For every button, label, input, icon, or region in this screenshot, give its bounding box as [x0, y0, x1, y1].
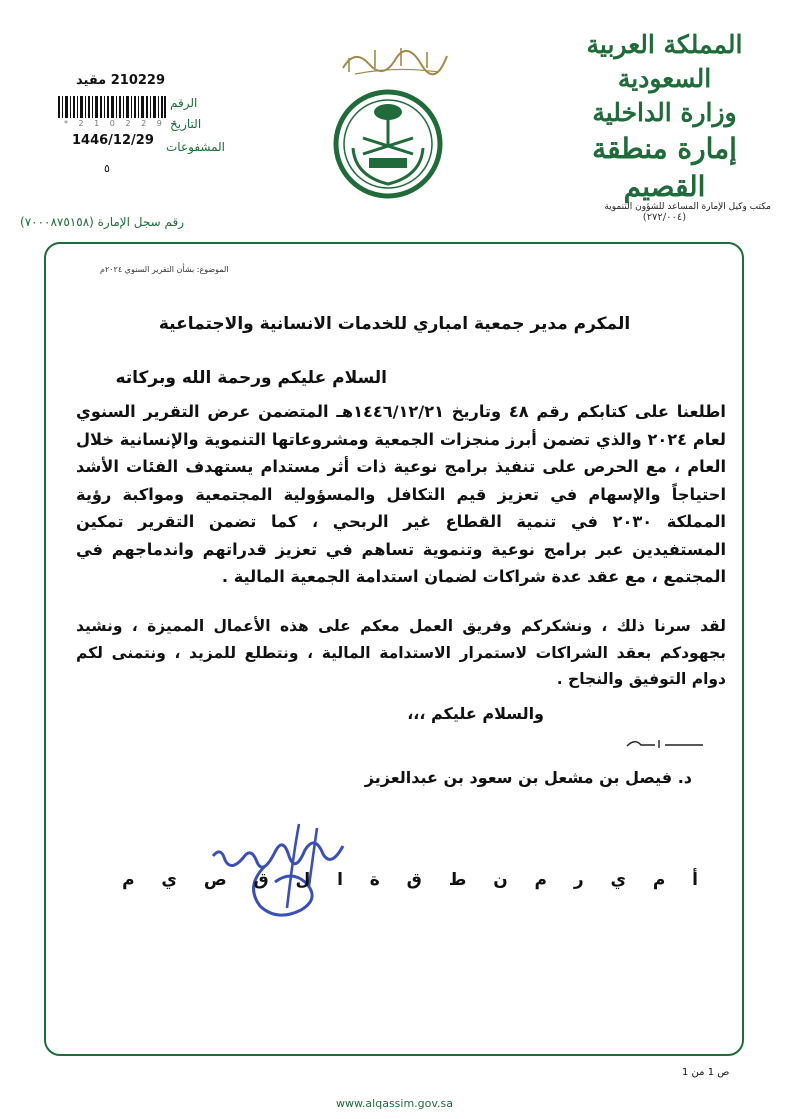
number-label: الرقم [170, 96, 198, 110]
handwritten-signature-icon [205, 816, 350, 922]
attachments-label: المشفوعات [166, 140, 226, 154]
signer-name: د. فيصل بن مشعل بن سعود بن عبدالعزيز [364, 768, 692, 787]
governor-title [122, 870, 698, 890]
attachments-value: ٥ [104, 162, 110, 175]
page-number: ص 1 من 1 [682, 1067, 730, 1078]
office-name: مكتب وكيل الإمارة المساعد للشؤون التنموية [604, 202, 771, 212]
basmala-calligraphy [335, 38, 455, 78]
governor-title-letter: ر [573, 870, 584, 890]
letter-greeting: السلام عليكم ورحمة الله وبركاته [115, 368, 387, 388]
date-value: 1446/12/29 [72, 133, 154, 148]
initials-mark-icon [625, 736, 705, 750]
governor-title-letter: م [534, 870, 547, 890]
website-link[interactable]: www.alqassim.gov.sa [335, 1097, 454, 1110]
governor-title-letter: م [122, 870, 135, 890]
kingdom-name: المملكة العربية السعودية [586, 30, 743, 93]
header-code: (٢٧٢/٠٠٤) [642, 212, 687, 223]
governor-title-letter: ص [203, 870, 227, 890]
ministry-emblem-icon [333, 88, 443, 200]
governor-title-letter: م [652, 870, 666, 890]
governor-title-letter: ي [161, 870, 177, 890]
letter-closing: والسلام عليكم ،،، [407, 704, 544, 723]
governor-title-letter: ط [448, 870, 467, 890]
governor-title-letter: ا [337, 870, 343, 890]
governor-title-letter: ل [295, 870, 311, 890]
barcode-digits: * 2 1 0 2 2 9 * [64, 119, 181, 128]
letter-addressee: المكرم مدير جمعية امباري للخدمات الانسانية والاجتماعية [158, 314, 631, 334]
governor-title-letter: ق [406, 870, 422, 890]
governor-title-letter: ن [493, 870, 508, 890]
registration-number: 210229 مقيد [76, 73, 166, 88]
letter-paragraph-1: اطلعنا على كتابكم رقم ٤٨ وتاريخ ١٤٤٦/١٢/٢١هـ المتضمن عرض التقرير السنوي لعام ٢٠٢٤ والذي تضمن أبرز منجزات الجمعية ومشروعاتها التنموية والإنسانية خلال العام ، مع الحرص على تنفيذ برامج نوعية ذات أثر مستدام يستهدف الفئات الأشد احتياجاً والإسهام في تعزيز قيم التكافل والمسؤولية المجتمعية ومواكبة رؤية المملكة ٢٠٣٠ في تنمية القطاع غير الربحي ، كما تضمن التقرير تمكين المستفيدين عبر برامج نوعية وتنموية تساهم في تعزيز قدراتهم واندماجهم في المجتمع ، مع عقد عدة شراكات لضمان استدامة الجمعية المالية . [76, 402, 726, 586]
governor-title-letter: ة [369, 870, 380, 890]
registry-number: رقم سجل الإمارة (٧٠٠٠٨٧٥١٥٨) [20, 215, 185, 229]
governor-title-letter: ي [610, 870, 627, 890]
emirate-name: إمارة منطقة القصيم [592, 132, 737, 203]
governor-title-letter: أ [692, 870, 698, 890]
governor-title-letter: ق [253, 870, 269, 890]
letter-subject: الموضوع: بشأن التقرير السنوي ٢٠٢٤م [100, 265, 229, 274]
letter-paragraph-2: لقد سرنا ذلك ، ونشكركم وفريق العمل معكم على هذه الأعمال المميزة ، ونشيد بجهودكم بعقد الشراكات لاستمرار الاستدامة المالية ، ونتطلع للمزيد ، ونتمنى لكم دوام التوفيق والنجاح . [76, 617, 726, 688]
authority-header [562, 28, 767, 223]
barcode-icon [58, 96, 166, 118]
date-label: التاريخ [170, 117, 202, 131]
ministry-name: وزارة الداخلية [592, 98, 737, 127]
